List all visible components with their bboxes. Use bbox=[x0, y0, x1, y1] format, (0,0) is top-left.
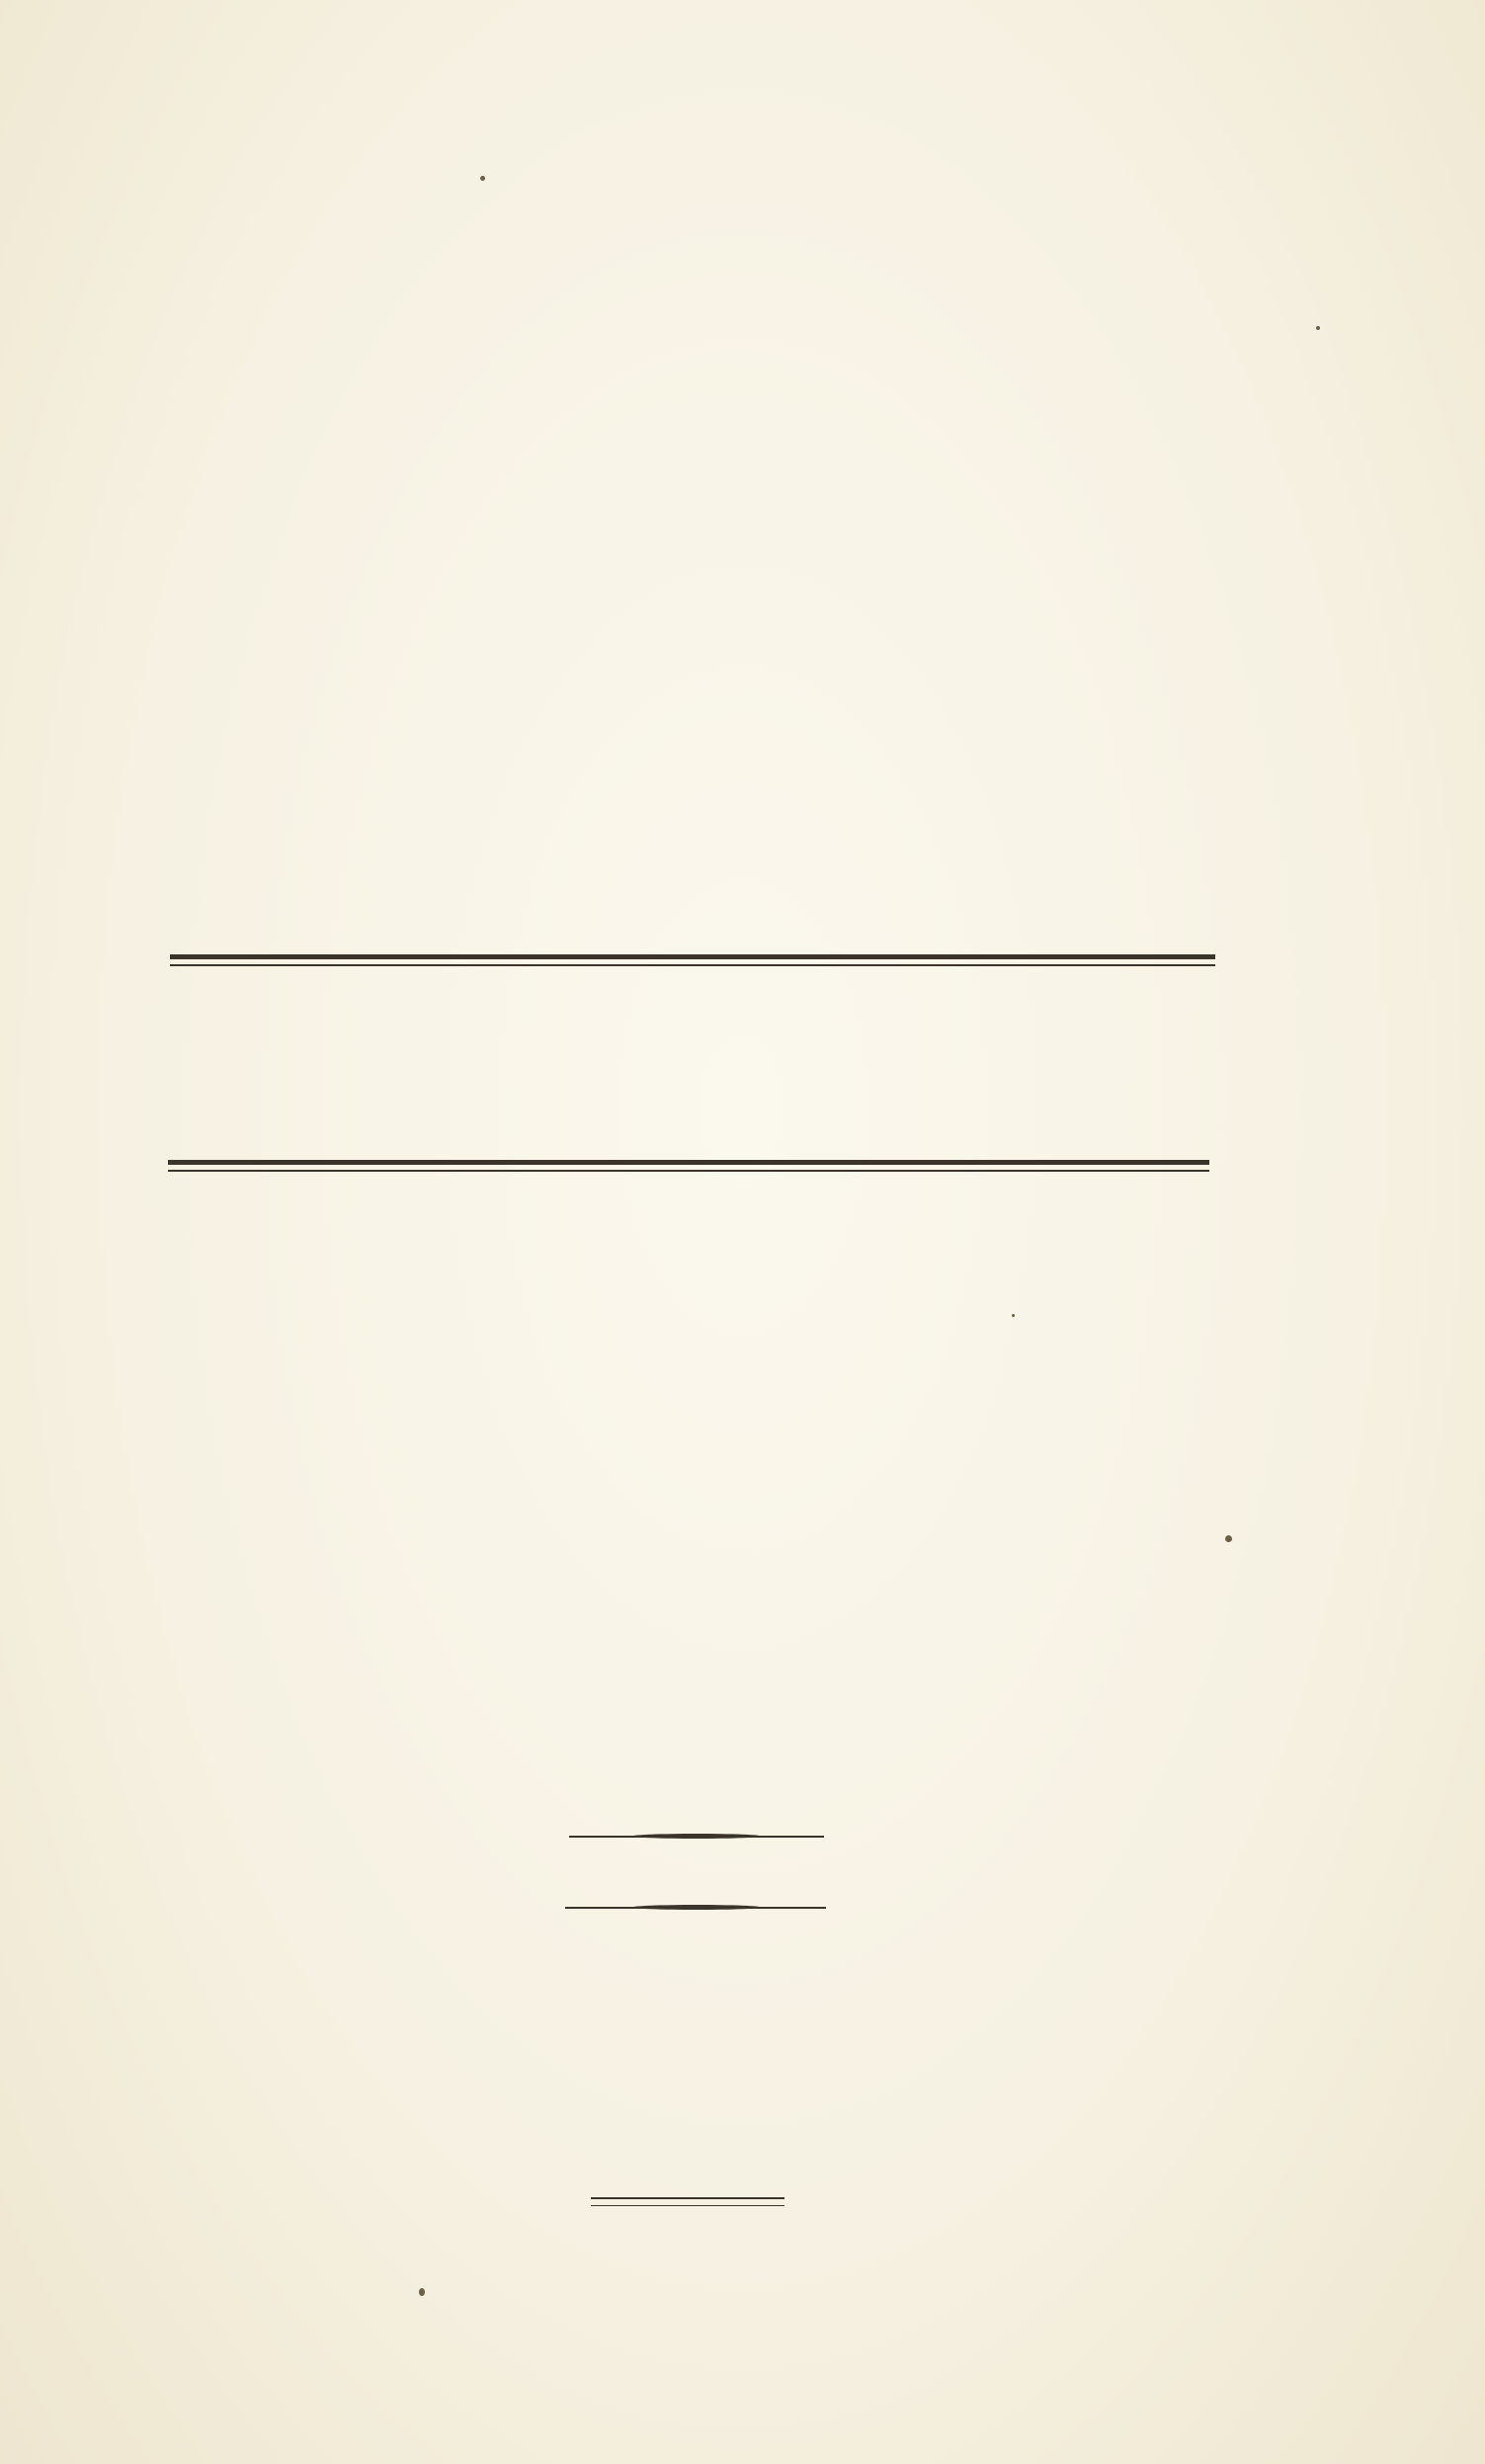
paper-speck bbox=[1225, 1535, 1232, 1542]
paper-speck bbox=[1012, 1314, 1015, 1317]
double-rule-bottom-thin bbox=[168, 1170, 1209, 1172]
printer-rule-thin bbox=[591, 2205, 784, 2206]
paper-speck bbox=[480, 176, 485, 181]
vol-rule-bottom-swell bbox=[632, 1905, 761, 1910]
double-rule-top-thin bbox=[170, 964, 1215, 966]
vol-rule-top-swell bbox=[632, 1834, 761, 1839]
paper-speck bbox=[419, 2288, 425, 2296]
paper-speck bbox=[1316, 326, 1320, 330]
double-rule-bottom bbox=[168, 1160, 1209, 1165]
printer-rule bbox=[591, 2197, 784, 2199]
double-rule-top bbox=[170, 954, 1215, 959]
